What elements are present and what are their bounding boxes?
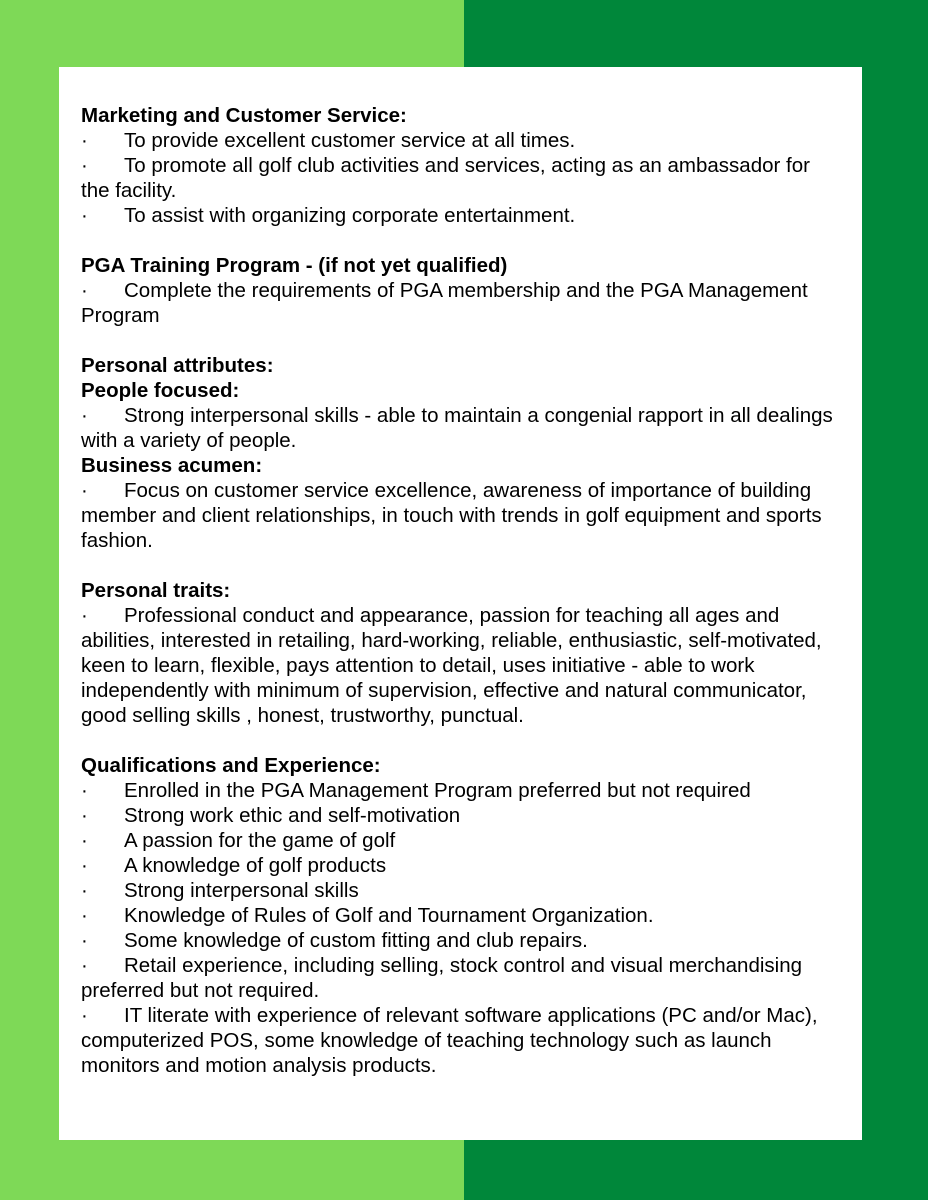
bullet-item: [81, 928, 840, 953]
bullet-text: To promote all golf club activities and services, acting as an ambassador for the facility.: [81, 154, 810, 202]
bullet-item: [81, 203, 840, 228]
section-heading: Business acumen:: [81, 454, 263, 477]
bullet-text: To assist with organizing corporate entertainment.: [124, 204, 576, 227]
bullet-item: [81, 153, 840, 203]
bullet-dot-icon: ·: [81, 1004, 88, 1027]
bullet-item: [81, 803, 840, 828]
bullet-item: [81, 853, 840, 878]
section-heading: Marketing and Customer Service:: [81, 104, 407, 127]
bullet-dot-icon: ·: [81, 204, 88, 227]
bullet-text: Strong work ethic and self-motivation: [124, 804, 461, 827]
bullet-item: [81, 1003, 840, 1078]
bullet-dot-icon: ·: [81, 904, 88, 927]
bullet-dot-icon: ·: [81, 929, 88, 952]
bullet-text: Focus on customer service excellence, awareness of importance of building member and client relationships, in touch with trends in golf equipment and sports fashion.: [81, 479, 822, 552]
bullet-text: A knowledge of golf products: [124, 854, 387, 877]
bullet-item: [81, 478, 840, 553]
bullet-dot-icon: ·: [81, 154, 88, 177]
section-heading: PGA Training Program - (if not yet qualified): [81, 254, 508, 277]
bullet-text: Strong interpersonal skills - able to maintain a congenial rapport in all dealings with a variety of people.: [81, 404, 833, 452]
bullet-item: [81, 903, 840, 928]
bullet-text: Enrolled in the PGA Management Program preferred but not required: [124, 779, 751, 802]
bullet-dot-icon: ·: [81, 804, 88, 827]
section-heading: Personal attributes:: [81, 354, 274, 377]
bullet-dot-icon: ·: [81, 779, 88, 802]
bullet-item: [81, 278, 840, 328]
section-heading: Qualifications and Experience:: [81, 754, 381, 777]
document-section: [81, 578, 840, 728]
bullet-item: [81, 828, 840, 853]
document-section: [81, 353, 840, 553]
bullet-item: [81, 403, 840, 453]
bullet-text: Some knowledge of custom fitting and club repairs.: [124, 929, 588, 952]
bullet-dot-icon: ·: [81, 854, 88, 877]
document-section: [81, 253, 840, 328]
bullet-text: Retail experience, including selling, stock control and visual merchandising preferred but not required.: [81, 954, 803, 1002]
document-section: [81, 753, 840, 1078]
bullet-item: [81, 603, 840, 728]
bullet-text: IT literate with experience of relevant software applications (PC and/or Mac), computerized POS, some knowledge of teaching technology such as launch monitors and motion analysis products.: [81, 1004, 818, 1077]
bullet-dot-icon: ·: [81, 279, 88, 302]
section-heading: People focused:: [81, 379, 240, 402]
bullet-dot-icon: ·: [81, 604, 88, 627]
bullet-item: [81, 878, 840, 903]
bullet-dot-icon: ·: [81, 129, 88, 152]
section-heading: Personal traits:: [81, 579, 231, 602]
bullet-text: Complete the requirements of PGA membership and the PGA Management Program: [81, 279, 808, 327]
bullet-dot-icon: ·: [81, 954, 88, 977]
bullet-item: [81, 778, 840, 803]
bullet-text: To provide excellent customer service at all times.: [124, 129, 576, 152]
bullet-item: [81, 128, 840, 153]
document-section: [81, 103, 840, 228]
bullet-dot-icon: ·: [81, 479, 88, 502]
bullet-dot-icon: ·: [81, 404, 88, 427]
bullet-dot-icon: ·: [81, 879, 88, 902]
bullet-text: Knowledge of Rules of Golf and Tournament Organization.: [124, 904, 654, 927]
bullet-text: A passion for the game of golf: [124, 829, 396, 852]
bullet-dot-icon: ·: [81, 829, 88, 852]
bullet-text: Strong interpersonal skills: [124, 879, 359, 902]
bullet-text: Professional conduct and appearance, passion for teaching all ages and abilities, interested in retailing, hard-working, reliable, enthusiastic, self-motivated, keen to learn, flexible, pays attention to detail, uses initiative - able to work independently with minimum of supervision, effective and natural communicator, good selling skills , honest, trustworthy, punctual.: [81, 604, 822, 727]
bullet-item: [81, 953, 840, 1003]
document-card: [59, 67, 862, 1140]
